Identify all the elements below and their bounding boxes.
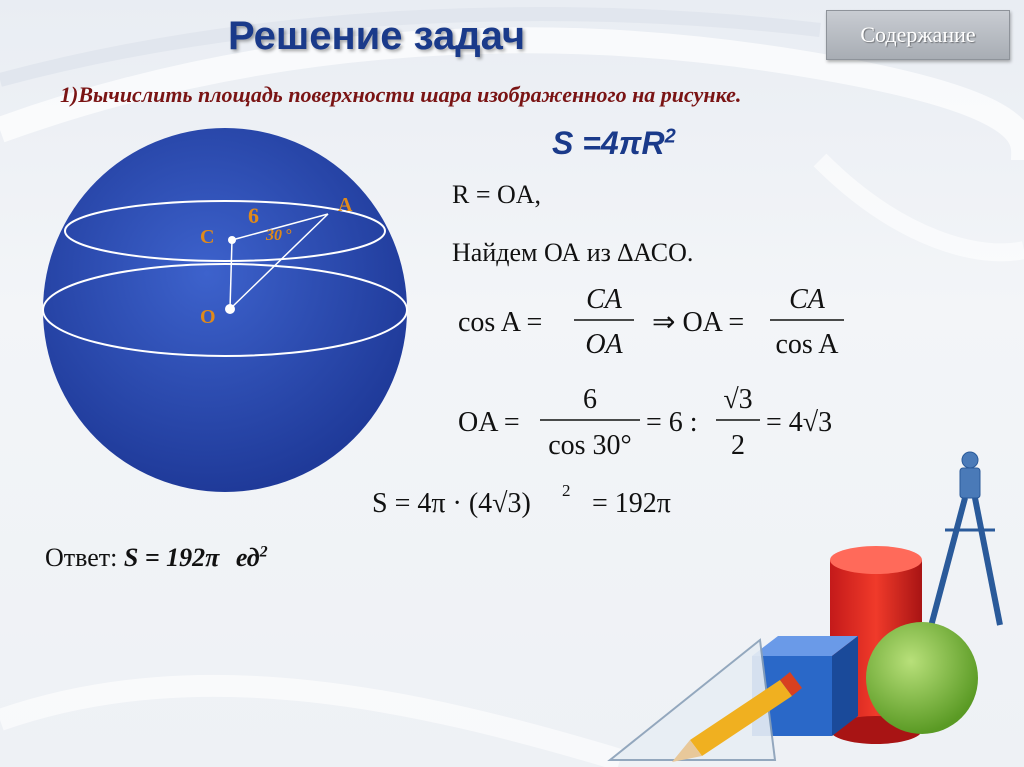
- sphere-figure: [36, 128, 416, 508]
- svg-text:CA: CA: [789, 284, 825, 315]
- svg-text:2: 2: [731, 430, 745, 461]
- formula-surface-area: $S =4\pi R^2$: [552, 125, 676, 161]
- ball-shape: [866, 622, 978, 734]
- label-angle: 30 °: [266, 227, 292, 244]
- svg-text:2: 2: [562, 481, 571, 500]
- svg-text:= 6 :: = 6 :: [646, 407, 698, 438]
- task-statement: 1)Вычислить площадь поверхности шара изображенного на рисунке.: [60, 82, 742, 107]
- answer-unit: ед: [235, 543, 260, 572]
- compass-icon: [930, 452, 1000, 630]
- answer-value: S = 192π: [123, 543, 220, 572]
- svg-text:OA: OA: [585, 329, 623, 360]
- label-a: A: [338, 194, 353, 216]
- line-radius: R = OA,: [452, 180, 542, 209]
- geometry-tools-illustration: [600, 440, 1024, 767]
- svg-text:S = 4π · (4√3): S = 4π · (4√3): [372, 488, 531, 519]
- svg-text:6: 6: [583, 384, 597, 415]
- page-title: Решение задач: [228, 14, 526, 58]
- svg-text:cos 30°: cos 30°: [548, 430, 632, 461]
- point-c: [228, 236, 236, 244]
- label-c: C: [200, 226, 215, 248]
- line-find-oa: Найдем ОА из ∆АСО.: [452, 238, 694, 267]
- svg-text:CA: CA: [586, 284, 622, 315]
- point-o: [225, 304, 235, 314]
- answer-prefix: Ответ:: [45, 543, 118, 572]
- svg-text:cos A =: cos A =: [458, 307, 543, 338]
- svg-text:√3: √3: [723, 384, 753, 415]
- contents-button[interactable]: Содержание: [826, 10, 1010, 60]
- svg-text:= 192π: = 192π: [592, 488, 671, 519]
- sphere: [43, 128, 407, 492]
- label-o: O: [200, 306, 216, 328]
- label-side: 6: [248, 203, 259, 228]
- svg-text:⇒ OA =: ⇒ OA =: [652, 307, 745, 338]
- svg-text:cos A: cos A: [775, 329, 839, 360]
- answer-line: Ответ: S = 192π $ед^2$: [45, 543, 268, 572]
- cos-equation: [452, 278, 872, 368]
- svg-text:OA =: OA =: [458, 407, 520, 438]
- svg-text:= 4√3: = 4√3: [766, 407, 833, 438]
